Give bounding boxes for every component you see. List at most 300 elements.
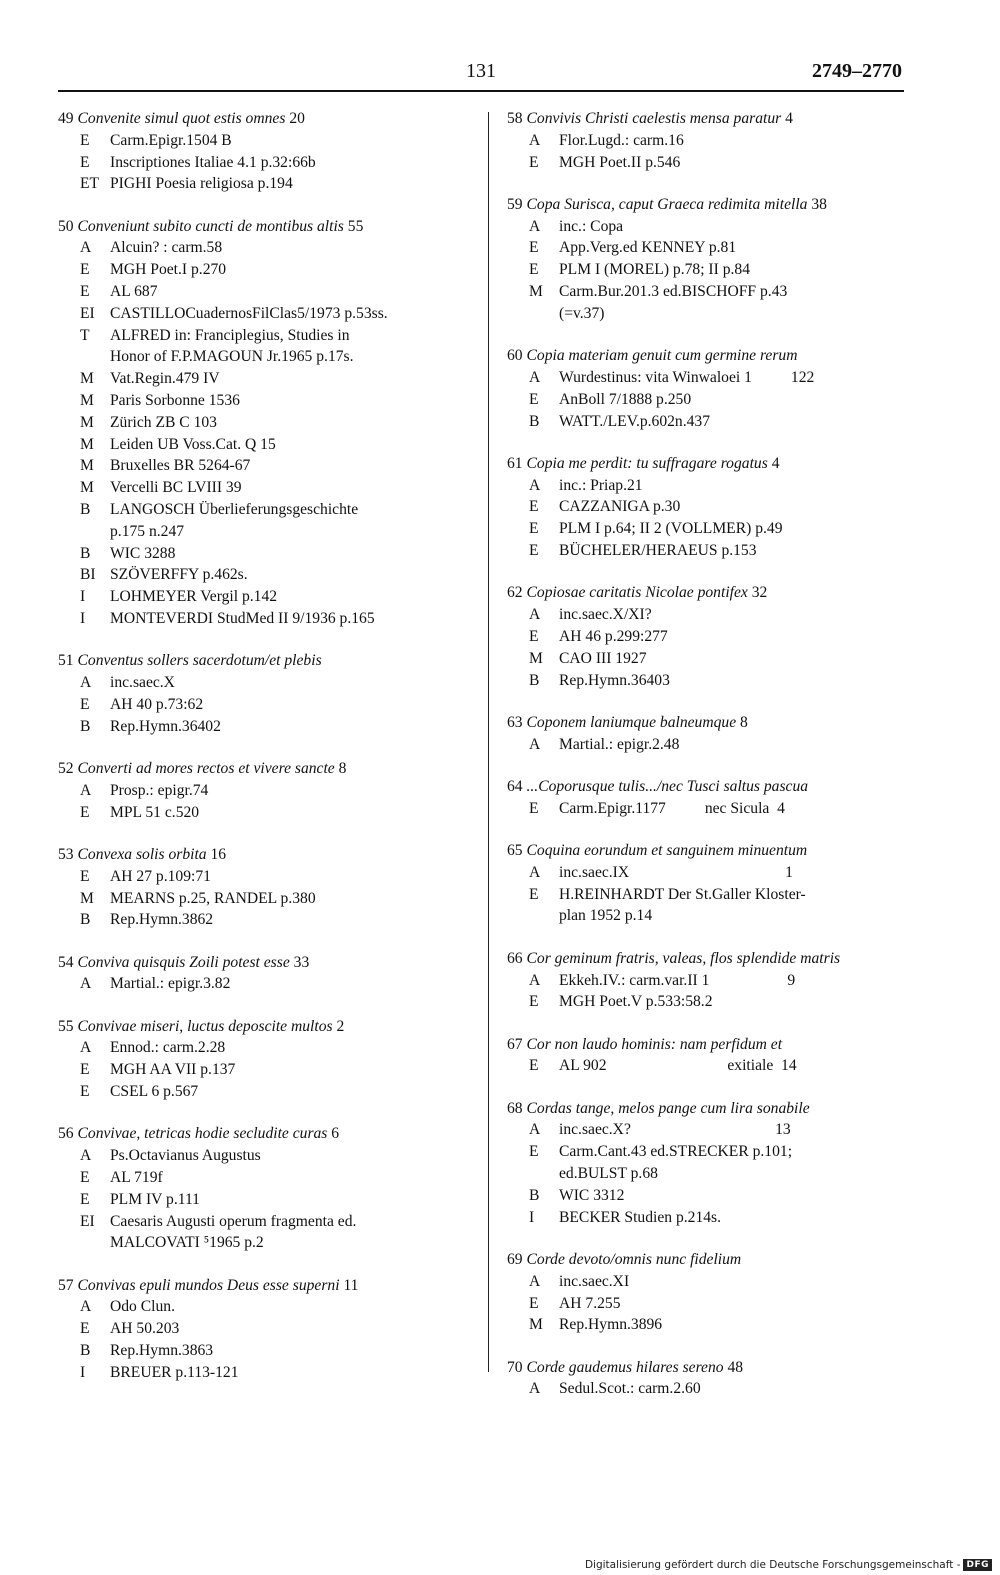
reference-line [58,130,482,152]
reference-text: H.REINHARDT Der St.Galler Kloster- [559,885,806,903]
reference-text: Carm.Epigr.1504 B [110,131,232,149]
catalog-entry [58,216,482,630]
reference-text: MEARNS p.25, RANDEL p.380 [110,889,316,907]
reference-text: Vat.Regin.479 IV [110,370,220,388]
reference-code: A [80,1039,92,1057]
reference-line [507,303,917,325]
reference-text: Flor.Lugd.: carm.16 [559,131,684,149]
reference-code: E [529,520,539,538]
reference-code: M [80,435,94,453]
reference-code: A [80,674,92,692]
reference-line [58,303,482,325]
reference-code: E [529,627,539,645]
reference-text: CASTILLOCuadernosFilClas5/1973 p.53ss. [110,304,388,322]
reference-code: E [80,1083,90,1101]
reference-line [507,1207,917,1229]
reference-line [58,390,482,412]
reference-line [58,608,482,630]
reference-code: B [529,1186,540,1204]
entry-incipit: Convenite simul quot estis omnes [77,110,286,127]
reference-text: Martial.: epigr.3.82 [110,975,231,993]
reference-code: M [529,1316,543,1334]
entry-incipit: Convivae miseri, luctus deposcite multos [77,1017,333,1035]
reference-text: inc.saec.IX 1 [559,863,793,881]
reference-line [507,152,917,174]
reference-line [507,884,917,906]
entry-number: 50 [58,217,74,235]
reference-line [58,1081,482,1103]
reference-code: E [529,1143,539,1161]
reference-code: A [80,1298,92,1316]
reference-line [58,1211,482,1233]
reference-line [58,259,482,281]
reference-line [507,626,917,648]
reference-text: MGH Poet.V p.533:58.2 [559,993,713,1011]
entry-heading [507,453,917,475]
reference-text: (=v.37) [559,304,605,322]
reference-code: A [80,1147,92,1165]
entry-line-count: 33 [293,953,310,971]
reference-line [58,694,482,716]
reference-code: M [529,283,543,301]
entry-line-count: 16 [210,845,227,863]
reference-text: Rep.Hymn.3862 [110,911,214,929]
reference-code: E [80,1320,90,1338]
reference-code: E [529,542,539,560]
catalog-entry [507,1357,917,1401]
reference-text: inc.saec.XI [559,1272,630,1290]
reference-text: MALCOVATI ⁵1965 p.2 [110,1234,264,1252]
entry-incipit: Convexa solis orbita [77,845,207,863]
reference-text: LOHMEYER Vergil p.142 [110,588,278,606]
reference-line [507,411,917,433]
catalog-entry [58,650,482,737]
reference-line [58,368,482,390]
entry-line-count: 20 [289,110,305,127]
catalog-entry [58,844,482,931]
reference-text: AnBoll 7/1888 p.250 [559,390,692,408]
reference-line [507,518,917,540]
entry-incipit: Cor geminum fratris, valeas, flos splendide matris [526,949,841,967]
reference-code: ET [80,175,100,193]
reference-text: Martial.: epigr.2.48 [559,735,680,753]
entry-heading [507,345,917,367]
reference-text: PLM I p.64; II 2 (VOLLMER) p.49 [559,520,783,538]
entry-incipit: Copiosae caritatis Nicolae pontifex [526,584,748,602]
reference-text: AL 719f [110,1168,163,1186]
reference-line [507,367,917,389]
reference-code: A [80,975,92,993]
reference-code: A [529,1272,541,1290]
reference-code: B [529,671,540,689]
reference-text: MGH AA VII p.137 [110,1061,236,1079]
reference-line [58,543,482,565]
entry-number: 63 [507,713,523,731]
entry-heading [58,952,482,974]
reference-line [507,1185,917,1207]
entry-heading [58,108,482,130]
reference-code: E [529,239,539,257]
catalog-entry [507,1034,917,1078]
catalog-entry [507,1249,917,1336]
reference-code: E [529,390,539,408]
entry-heading [507,840,917,862]
reference-line [58,434,482,456]
reference-code [507,1163,559,1185]
reference-line [58,173,482,195]
reference-line [507,259,917,281]
reference-code: M [80,392,94,410]
entry-heading [507,1034,917,1056]
entry-incipit: Copa Surisca, caput Graeca redimita mitella [526,195,808,213]
reference-line [58,716,482,738]
entry-line-count: 4 [785,110,793,127]
entry-heading [58,1275,482,1297]
entry-heading [507,1357,917,1379]
reference-code [58,521,110,543]
reference-text: Caesaris Augusti operum fragmenta ed. [110,1212,357,1230]
reference-line [58,455,482,477]
catalog-entry [58,952,482,996]
entry-line-count: 8 [338,760,347,778]
reference-text: plan 1952 p.14 [559,907,653,925]
reference-code: M [80,479,94,497]
reference-line [58,152,482,174]
reference-text: Carm.Bur.201.3 ed.BISCHOFF p.43 [559,283,788,301]
reference-code: M [529,649,543,667]
reference-code: E [529,1294,539,1312]
entry-number: 51 [58,652,74,670]
reference-text: Rep.Hymn.36403 [559,671,670,689]
entry-number: 60 [507,347,523,365]
reference-line [507,1378,917,1400]
entry-number: 57 [58,1276,74,1294]
entry-number: 59 [507,195,523,213]
reference-code: E [529,1057,539,1075]
reference-line [507,496,917,518]
entry-heading [507,712,917,734]
entry-incipit: ...Coporusque tulis.../nec Tusci saltus pascua [526,777,809,795]
entry-number: 52 [58,760,74,778]
reference-text: CSEL 6 p.567 [110,1083,199,1101]
entry-line-count: 2 [336,1017,345,1035]
reference-text: Rep.Hymn.3896 [559,1316,663,1334]
reference-code: E [529,498,539,516]
reference-line [507,1055,917,1077]
reference-text: PLM IV p.111 [110,1190,200,1208]
reference-code: M [80,370,94,388]
entry-line-count: 55 [347,217,364,235]
reference-text: Sedul.Scot.: carm.2.60 [559,1380,701,1398]
entry-number: 70 [507,1358,523,1376]
entry-number: 64 [507,777,523,795]
reference-text: Alcuin? : carm.58 [110,239,223,257]
reference-code: M [80,457,94,475]
entry-incipit: Conviva quisquis Zoili potest esse [77,953,290,971]
reference-text: Prosp.: epigr.74 [110,781,209,799]
reference-text: PLM I (MOREL) p.78; II p.84 [559,261,751,279]
entry-number: 56 [58,1125,74,1143]
reference-text: ed.BULST p.68 [559,1165,658,1183]
reference-code: B [80,544,91,562]
reference-text: MGH Poet.II p.546 [559,153,681,171]
reference-text: Zürich ZB C 103 [110,413,217,431]
reference-code: E [80,153,90,171]
catalog-entry [507,453,917,562]
entry-heading [507,1249,917,1271]
reference-line [58,909,482,931]
reference-text: Carm.Epigr.1177 nec Sicula 4 [559,799,785,817]
reference-text: AH 27 p.109:71 [110,867,211,885]
entry-heading [58,758,482,780]
page-number: 131 [466,60,496,82]
reference-line [58,521,482,543]
entry-number: 65 [507,842,523,860]
reference-code: B [80,501,91,519]
reference-text: BECKER Studien p.214s. [559,1208,722,1226]
reference-text: p.175 n.247 [110,522,185,540]
reference-text: AH 7.255 [559,1294,621,1312]
entry-incipit: Cordas tange, melos pange cum lira sonabile [526,1099,810,1117]
entry-incipit: Coquina eorundum et sanguinem minuentum [526,842,808,860]
entry-incipit: Cor non laudo hominis: nam perfidum et [526,1035,783,1053]
reference-text: Bruxelles BR 5264-67 [110,457,251,475]
reference-line [507,970,917,992]
reference-text: inc.: Priap.21 [559,476,643,494]
reference-code: B [80,717,91,735]
reference-line [58,237,482,259]
reference-text: WATT./LEV.p.602n.437 [559,412,711,430]
catalog-entry [507,948,917,1013]
dfg-logo: DFG [963,1559,992,1571]
reference-text: inc.: Copa [559,217,624,235]
reference-code [58,346,110,368]
reference-text: WIC 3312 [559,1186,625,1204]
reference-line [58,325,482,347]
entry-range: 2749–2770 [812,60,902,82]
reference-code: T [80,326,90,344]
entry-line-count: 8 [740,713,748,731]
entry-incipit: Copia materiam genuit cum germine rerum [526,347,798,365]
reference-code: A [529,368,541,386]
reference-code: M [80,889,94,907]
entry-incipit: Corde gaudemus hilares sereno [526,1358,724,1376]
reference-code: I [529,1208,535,1226]
reference-code: M [80,413,94,431]
reference-line [58,1037,482,1059]
catalog-entry [507,345,917,432]
footer-text: Digitalisierung gefördert durch die Deutsche Forschungsgemeinschaft - [584,1559,961,1571]
catalog-entry [58,1275,482,1384]
reference-line [58,973,482,995]
entry-incipit: Corde devoto/omnis nunc fidelium [526,1250,742,1268]
reference-code: E [529,993,539,1011]
entry-line-count: 38 [811,195,827,213]
entry-line-count: 48 [727,1358,744,1376]
reference-code: A [529,735,541,753]
entry-number: 61 [507,454,523,472]
reference-line [58,1059,482,1081]
reference-code: E [80,131,90,149]
reference-code: E [80,261,90,279]
reference-line [507,1141,917,1163]
reference-line [58,866,482,888]
reference-line [58,1145,482,1167]
entry-incipit: Convivas epuli mundos Deus esse superni [77,1276,340,1294]
reference-text: Honor of F.P.MAGOUN Jr.1965 p.17s. [110,348,354,366]
entry-number: 53 [58,845,74,863]
reference-line [507,604,917,626]
reference-text: Rep.Hymn.3863 [110,1342,214,1360]
entry-heading [58,1016,482,1038]
reference-text: AL 902 exitiale 14 [559,1057,797,1075]
reference-text: AH 40 p.73:62 [110,695,204,713]
reference-code: BI [80,566,96,584]
reference-code: I [80,1363,86,1381]
reference-text: Leiden UB Voss.Cat. Q 15 [110,435,276,453]
entry-number: 58 [507,110,523,127]
reference-code: E [80,283,90,301]
reference-text: AH 50.203 [110,1320,180,1338]
reference-text: CAO III 1927 [559,649,647,667]
entry-number: 66 [507,949,523,967]
reference-code [58,1232,110,1254]
entry-incipit: Conventus sollers sacerdotum/et plebis [77,652,322,670]
reference-line [507,1314,917,1336]
reference-line [507,1293,917,1315]
reference-line [507,281,917,303]
entry-incipit: Copia me perdit: tu suffragare rogatus [526,454,768,472]
reference-line [58,346,482,368]
reference-text: Odo Clun. [110,1298,175,1316]
reference-text: Inscriptiones Italiae 4.1 p.32:66b [110,153,316,171]
reference-line [507,670,917,692]
left-column [58,108,482,1575]
entry-incipit: Convivis Christi caelestis mensa paratur [526,110,782,127]
entry-heading [507,582,917,604]
reference-line [507,540,917,562]
reference-code: E [80,867,90,885]
reference-line [507,475,917,497]
right-column [507,108,917,1575]
entry-heading [507,194,917,216]
page-header [58,58,904,92]
reference-text: BREUER p.113-121 [110,1363,239,1381]
reference-line [507,734,917,756]
entry-line-count: 11 [343,1276,359,1294]
catalog-entry [507,108,917,173]
reference-code [507,905,559,927]
reference-code: A [529,476,541,494]
reference-text: Carm.Cant.43 ed.STRECKER p.101; [559,1143,793,1161]
reference-code: B [529,412,540,430]
reference-text: Wurdestinus: vita Winwaloei 1 122 [559,368,815,386]
reference-line [58,1362,482,1384]
reference-line [58,564,482,586]
reference-code: E [80,1061,90,1079]
reference-line [58,499,482,521]
reference-text: inc.saec.X/XI? [559,606,652,624]
reference-code: E [80,1190,90,1208]
reference-code: E [80,695,90,713]
entry-heading [507,776,917,798]
reference-code: I [80,588,86,606]
entry-number: 68 [507,1099,523,1117]
entry-number: 49 [58,110,74,127]
footer [585,1559,992,1571]
reference-text: SZÖVERFFY p.462s. [110,566,248,584]
reference-code [507,303,559,325]
reference-code: A [529,1121,541,1139]
entry-line-count: 4 [771,454,780,472]
reference-code: E [80,803,90,821]
reference-text: inc.saec.X [110,674,175,692]
reference-line [58,1167,482,1189]
reference-code: A [80,781,92,799]
reference-code: I [80,610,86,628]
catalog-entry [507,776,917,820]
entry-number: 67 [507,1035,523,1053]
entry-heading [507,1098,917,1120]
entry-number: 55 [58,1017,74,1035]
reference-text: Rep.Hymn.36402 [110,717,221,735]
catalog-entry [58,108,482,195]
reference-line [58,802,482,824]
reference-code: B [80,911,91,929]
reference-text: Ennod.: carm.2.28 [110,1039,226,1057]
entry-incipit: Converti ad mores rectos et vivere sancte [77,760,335,778]
catalog-entry [58,1016,482,1103]
reference-line [507,130,917,152]
reference-code: EI [80,1212,95,1230]
catalog-entry [507,712,917,756]
reference-line [58,477,482,499]
reference-text: MONTEVERDI StudMed II 9/1936 p.165 [110,610,375,628]
reference-text: App.Verg.ed KENNEY p.81 [559,239,737,257]
column-divider [488,112,489,1372]
entry-heading [58,650,482,672]
reference-line [507,237,917,259]
reference-text: BÜCHELER/HERAEUS p.153 [559,542,757,560]
reference-code: A [529,217,541,235]
reference-line [58,1318,482,1340]
reference-code: E [529,153,539,171]
reference-code: A [80,239,92,257]
catalog-entry [58,758,482,823]
reference-line [507,648,917,670]
reference-line [507,1163,917,1185]
reference-code: E [80,1168,90,1186]
catalog-entry [507,582,917,691]
reference-text: MPL 51 c.520 [110,803,200,821]
entry-heading [507,108,917,130]
reference-code: A [529,131,541,149]
reference-line [58,888,482,910]
reference-line [58,780,482,802]
reference-line [58,281,482,303]
reference-text: Ps.Octavianus Augustus [110,1147,261,1165]
reference-line [507,389,917,411]
entry-number: 69 [507,1250,523,1268]
reference-line [58,1340,482,1362]
reference-line [58,672,482,694]
reference-code: E [529,261,539,279]
reference-text: ALFRED in: Franciplegius, Studies in [110,326,350,344]
reference-line [507,862,917,884]
reference-text: MGH Poet.I p.270 [110,261,227,279]
reference-text: Vercelli BC LVIII 39 [110,479,242,497]
catalog-entry [507,194,917,325]
